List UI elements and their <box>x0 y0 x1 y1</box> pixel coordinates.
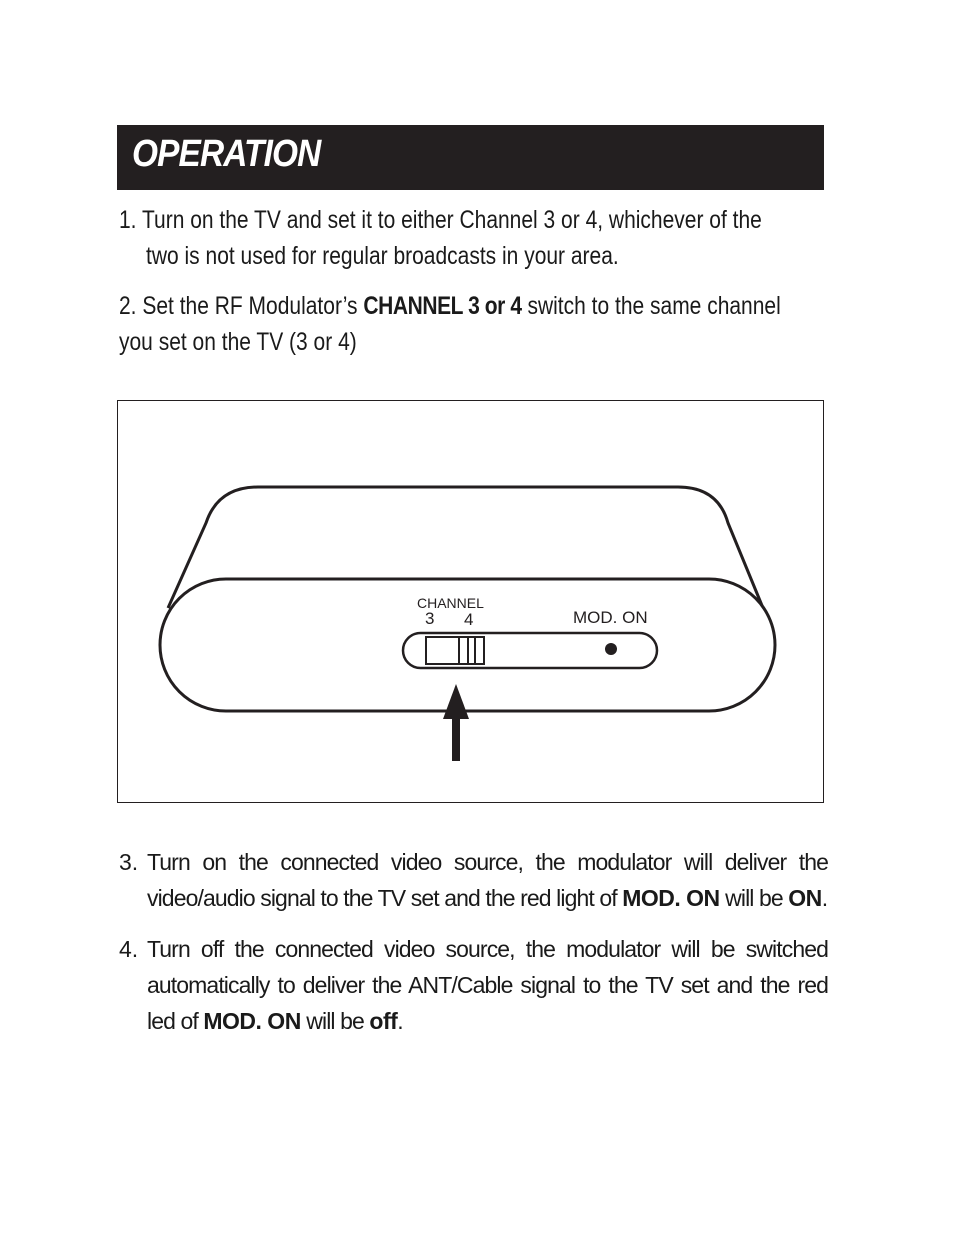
step-1-line-1: 1. Turn on the TV and set it to either Channel 3 or 4, whichever of the <box>119 206 762 234</box>
mod-on-term-3: MOD. ON <box>622 885 720 911</box>
off-term: off <box>369 1008 398 1034</box>
channel-term: CHANNEL 3 or 4 <box>363 292 522 320</box>
page-title: OPERATION <box>132 133 321 175</box>
mod-on-label: MOD. ON <box>573 608 648 627</box>
step-2-line-2: you set on the TV (3 or 4) <box>119 328 357 356</box>
step-3-end: . <box>821 885 828 911</box>
step-3-mid: will be <box>719 885 789 911</box>
section-header-bar <box>117 125 824 190</box>
step-3 <box>119 844 828 916</box>
step-4-mid: will be <box>300 1008 370 1034</box>
arrow-shaft <box>452 717 460 761</box>
channel-label: CHANNEL <box>417 595 484 611</box>
step-2-post: switch to the same channel <box>521 292 781 320</box>
step-4-end: . <box>397 1008 403 1034</box>
step-2-pre: 2. Set the RF Modulator’s <box>119 292 364 320</box>
mod-on-term-4: MOD. ON <box>203 1008 301 1034</box>
channel-4-label: 4 <box>464 610 474 629</box>
step-2 <box>119 288 819 360</box>
on-term: ON <box>788 885 822 911</box>
step-4-number: 4. <box>119 936 139 962</box>
step-1 <box>119 202 819 274</box>
step-4 <box>119 931 828 1039</box>
step-4-text: Turn off the connected video source, the modulator will be switched automatically to deliver the ANT/Cable signal to the TV set and the red led of <box>147 936 828 1034</box>
step-3-text: Turn on the connected video source, the modulator will deliver the video/audio signal to the TV set and the red light of <box>147 849 828 911</box>
modulator-illustration <box>118 401 823 802</box>
step-3-number: 3. <box>119 849 139 875</box>
mod-on-led <box>605 643 617 655</box>
step-1-line-2: two is not used for regular broadcasts in your area. <box>146 242 619 270</box>
channel-3-label: 3 <box>425 609 435 628</box>
modulator-figure <box>117 400 824 803</box>
